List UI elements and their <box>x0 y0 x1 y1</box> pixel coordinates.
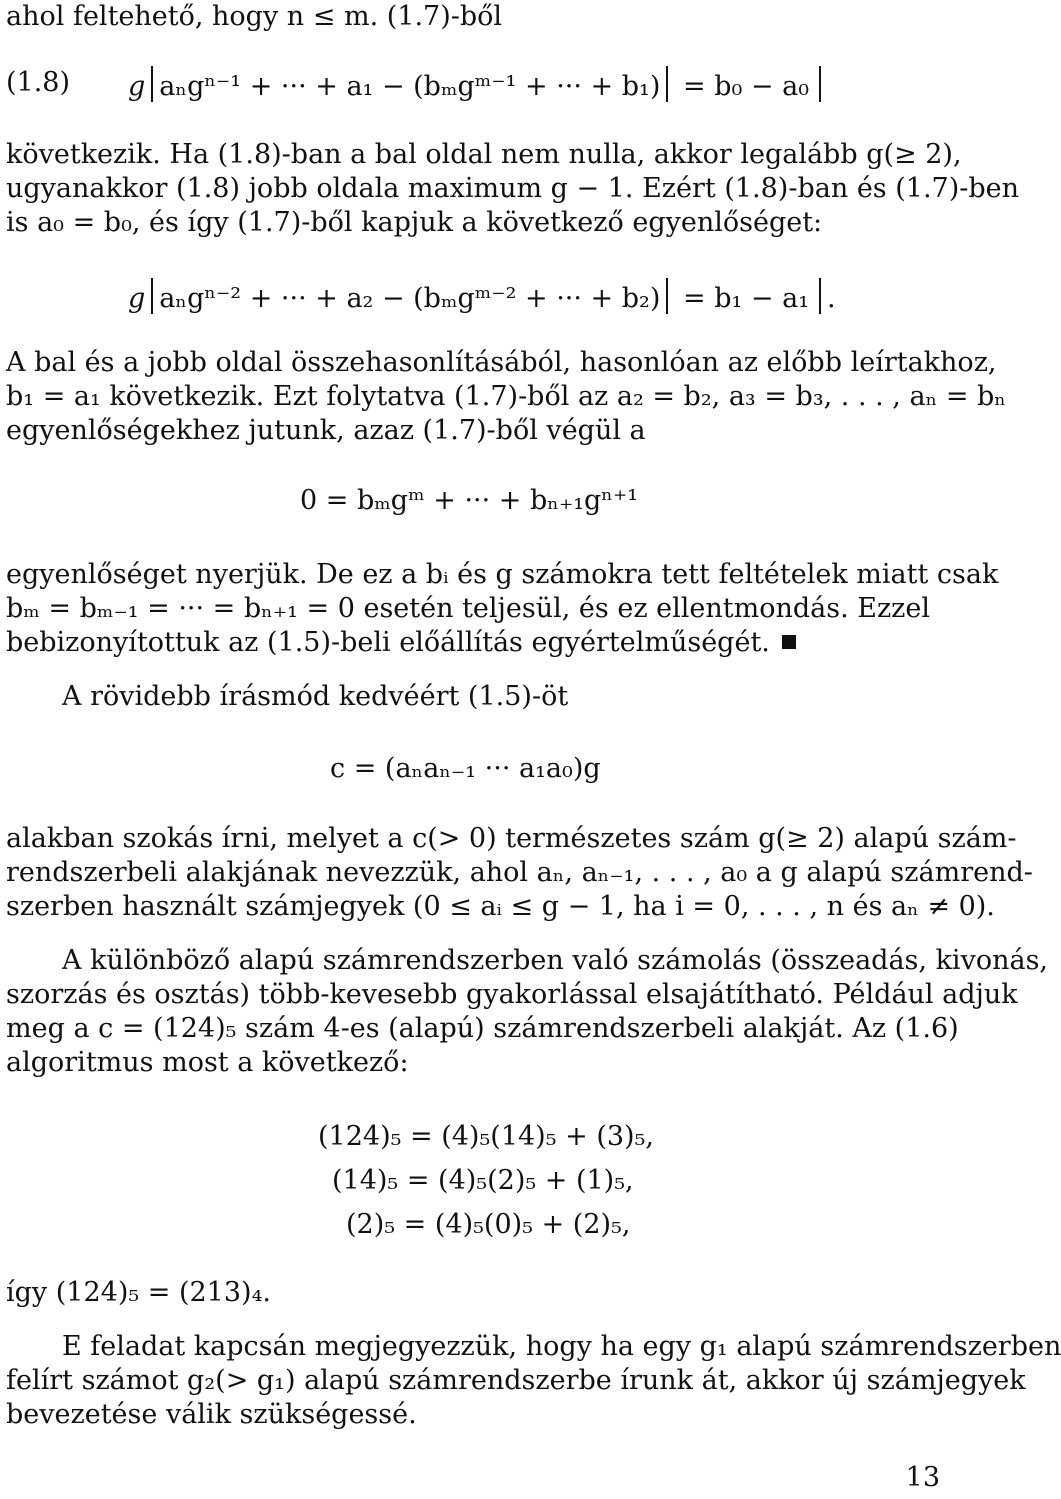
text-line: A rövidebb írásmód kedvéért (1.5)-öt <box>62 681 569 712</box>
text-line: rendszerbeli alakjának nevezzük, ahol aₙ, aₙ₋₁, . . . , a₀ a g alapú számrend- <box>6 857 1033 888</box>
equation-1-8 <box>128 66 827 104</box>
algorithm-line: (2)₅ = (4)₅(0)₅ + (2)₅, <box>346 1209 631 1240</box>
text-line: algoritmus most a következő: <box>6 1047 409 1078</box>
algorithm-line: (124)₅ = (4)₅(14)₅ + (3)₅, <box>318 1121 654 1152</box>
text-line: meg a c = (124)₅ szám 4-es (alapú) számrendszerbeli alakját. Az (1.6) <box>6 1013 959 1044</box>
text-line: E feladat kapcsán megjegyezzük, hogy ha egy g₁ alapú számrendszerben <box>62 1331 1061 1362</box>
equation-label: (1.8) <box>6 67 71 98</box>
equation-3: 0 = bₘgᵐ + ··· + bₙ₊₁gⁿ⁺¹ <box>300 485 639 516</box>
text-line: így (124)₅ = (213)₄. <box>6 1277 271 1308</box>
text-line: szorzás és osztás) több-kevesebb gyakorlással elsajátítható. Például adjuk <box>6 979 1018 1010</box>
text-line: egyenlőségekhez jutunk, azaz (1.7)-ből végül a <box>6 415 646 446</box>
text-line: A különböző alapú számrendszerben való számolás (összeadás, kivonás, <box>62 945 1049 976</box>
text-line: is a₀ = b₀, és így (1.7)-ből kapjuk a következő egyenlőséget: <box>6 207 823 238</box>
text-line: következik. Ha (1.8)-ban a bal oldal nem nulla, akkor legalább g(≥ 2), <box>6 139 962 170</box>
text-line: b₁ = a₁ következik. Ezt folytatva (1.7)-ből az a₂ = b₂, a₃ = b₃, . . . , aₙ = bₙ <box>6 381 1007 412</box>
equation-term: aₙgⁿ⁻² + ··· + a₂ − (bₘgᵐ⁻² + ··· + b₂) <box>159 283 661 314</box>
text-line: bevezetése válik szükségessé. <box>6 1399 417 1430</box>
text-line: egyenlőséget nyerjük. De ez a bᵢ és g számokra tett feltételek miatt csak <box>6 559 999 590</box>
equation-term: = b₀ − a₀ <box>683 71 810 102</box>
text-line: felírt számot g₂(> g₁) alapú számrendszerbe írunk át, akkor új számjegyek <box>6 1365 1026 1396</box>
equation-term: aₙgⁿ⁻¹ + ··· + a₁ − (bₘgᵐ⁻¹ + ··· + b₁) <box>159 71 661 102</box>
qed-square-icon <box>782 635 796 649</box>
page-number: 13 <box>905 1462 940 1493</box>
text-line: A bal és a jobb oldal összehasonlításából, hasonlóan az előbb leírtakhoz, <box>6 347 997 378</box>
equation-term: = b₁ − a₁ <box>683 283 810 314</box>
text-line: szerben használt számjegyek (0 ≤ aᵢ ≤ g − 1, ha i = 0, . . . , n és aₙ ≠ 0). <box>6 891 995 922</box>
equation-4: c = (aₙaₙ₋₁ ··· a₁a₀)g <box>330 753 601 784</box>
text-span: bebizonyítottuk az (1.5)-beli előállítás egyértelműségét. <box>6 627 770 658</box>
text-line: ahol feltehető, hogy n ≤ m. (1.7)-ből <box>6 1 503 32</box>
equation-term: g <box>128 283 146 314</box>
text-line <box>6 626 796 660</box>
text-line: ugyanakkor (1.8) jobb oldala maximum g − 1. Ezért (1.8)-ban és (1.7)-ben <box>6 173 1020 204</box>
algorithm-line: (14)₅ = (4)₅(2)₅ + (1)₅, <box>332 1165 634 1196</box>
equation-term: g <box>128 71 146 102</box>
equation-2: g aₙgⁿ⁻² + ··· + a₂ − (bₘgᵐ⁻² + ··· + b₂) = b₁ − a₁ . <box>128 278 836 316</box>
text-line: bₘ = bₘ₋₁ = ··· = bₙ₊₁ = 0 esetén teljesül, és ez ellentmondás. Ezzel <box>6 593 931 624</box>
text-line: alakban szokás írni, melyet a c(> 0) természetes szám g(≥ 2) alapú szám- <box>6 823 1017 854</box>
